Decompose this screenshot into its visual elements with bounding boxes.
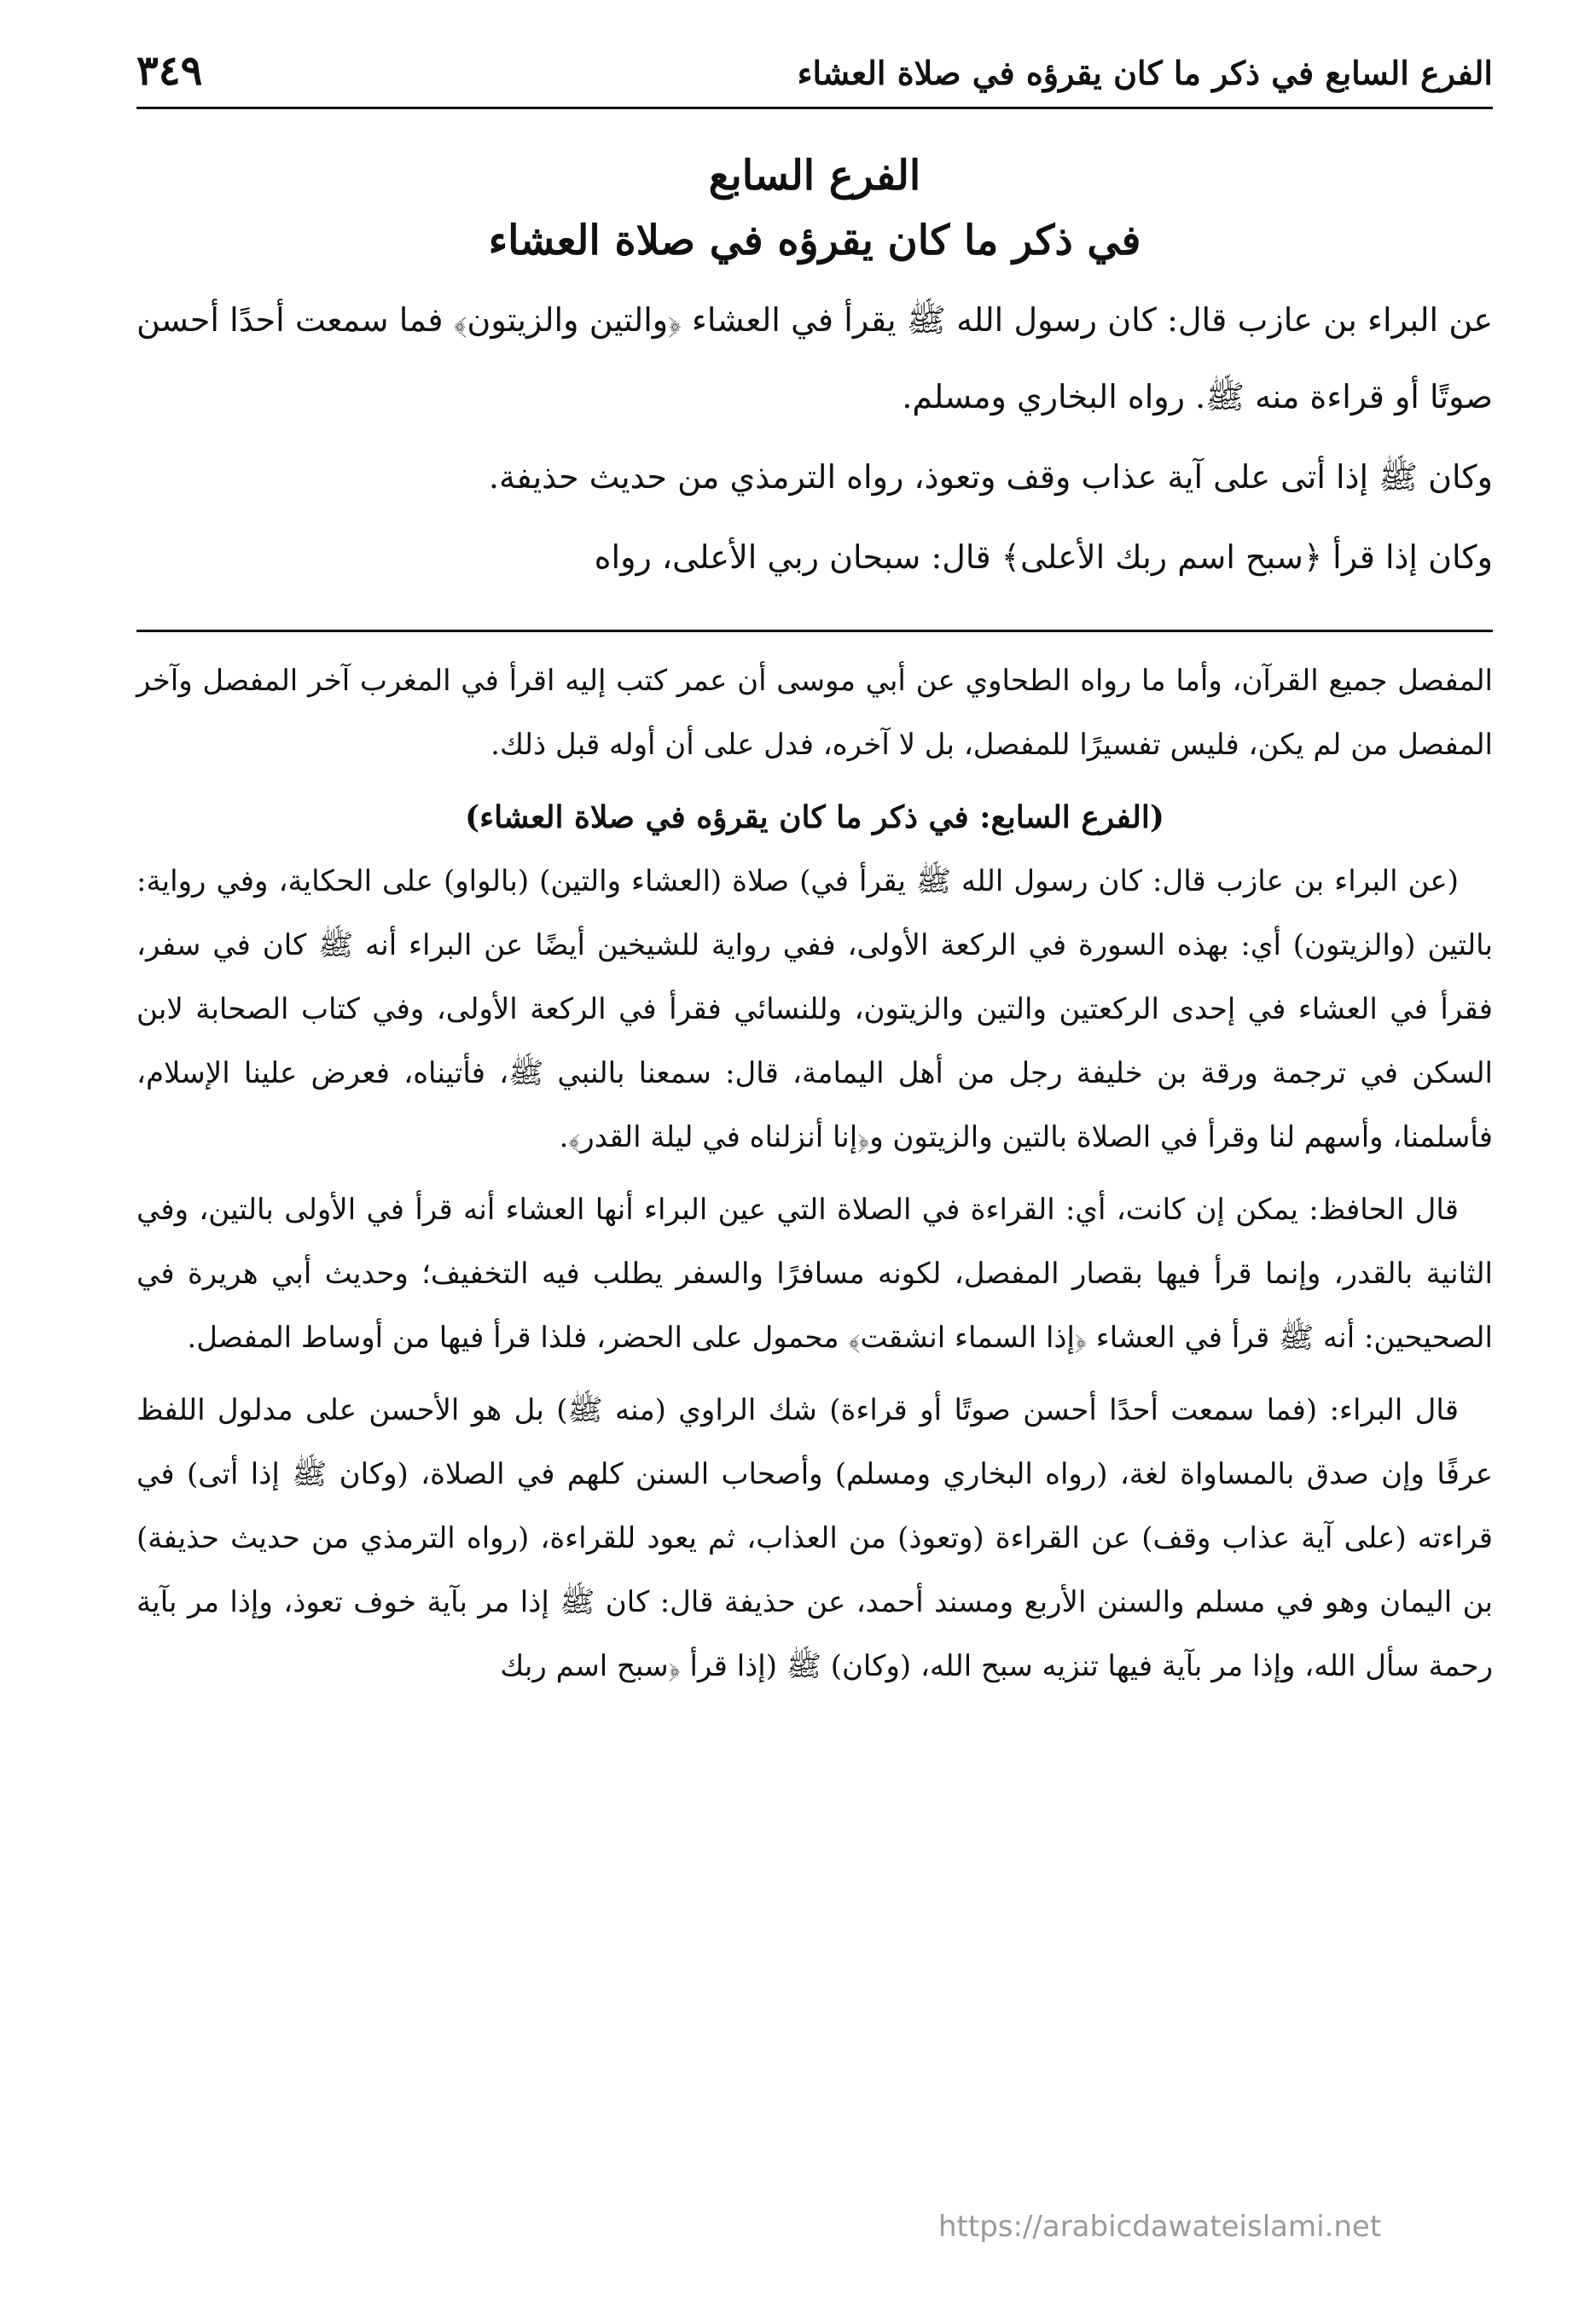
- section-headings: [136, 152, 1493, 264]
- matn-paragraph: وكان ﷺ إذا أتى على آية عذاب وقف وتعوذ، رواه الترمذي من حديث حذيفة.: [488, 458, 1493, 496]
- commentary-paragraph: قال البراء: (فما سمعت أحدًا أحسن صوتًا أو قراءة) شك الراوي (منه ﷺ) بل هو الأحسن على مدلول اللفظ عرفًا وإن صدق بالمساواة لغة، (رواه البخاري ومسلم) وأصحاب السنن كلهم في الصلاة، (وكان ﷺ إذا أتى) في قراءته (على آية عذاب وقف) عن القراءة (وتعوذ) من العذاب، ثم يعود للقراءة، (رواه الترمذي من حديث حذيفة) بن اليمان وهو في مسلم والسنن الأربع ومسند أحمد، عن حذيفة قال: كان ﷺ إذا مر بآية خوف تعوذ، وإذا مر بآية رحمة سأل الله، وإذا مر بآية فيها تنزيه سبح الله، (وكان) ﷺ (إذا قرأ ﴿سبح اسم ربك: [136, 1393, 1493, 1683]
- watermark-url: https://arabicdawateislami.net: [938, 2210, 1382, 2244]
- running-title: الفرع السابع في ذكر ما كان يقرؤه في صلاة العشاء: [797, 54, 1493, 92]
- commentary-paragraph: قال الحافظ: يمكن إن كانت، أي: القراءة في الصلاة التي عين البراء أنها العشاء أنه قرأ في الأولى بالتين، وفي الثانية بالقدر، وإنما قرأ فيها بقصار المفصل، لكونه مسافرًا والسفر يطلب فيه التخفيف؛ وحديث أبي هريرة في الصحيحين: أنه ﷺ قرأ في العشاء ﴿إذا السماء انشقت﴾ محمول على الحضر، فلذا قرأ فيها من أوساط المفصل.: [136, 1193, 1493, 1355]
- footnote-divider: [136, 630, 1493, 632]
- commentary-paragraph: (عن البراء بن عازب قال: كان رسول الله ﷺ يقرأ في) صلاة (العشاء والتين) (بالواو) على الحكاية، وفي رواية: بالتين (والزيتون) أي: بهذه السورة في الركعة الأولى، ففي رواية للشيخين أيضًا عن البراء أنه ﷺ كان في سفر، فقرأ في العشاء في إحدى الركعتين والتين والزيتون، وللنسائي فقرأ في الركعة الأولى، وفي كتاب الصحابة لابن السكن في ترجمة ورقة بن خليفة رجل من أهل اليمامة، قال: سمعنا بالنبي ﷺ، فأتيناه، فعرض علينا الإسلام، فأسلمنا، وأسهم لنا وقرأ في الصلاة بالتين والزيتون و﴿إنا أنزلناه في ليلة القدر﴾.: [136, 864, 1493, 1154]
- commentary-heading: (الفرع السابع: في ذكر ما كان يقرؤه في صلاة العشاء): [465, 799, 1164, 835]
- running-header: [136, 47, 1493, 109]
- section-subtitle: في ذكر ما كان يقرؤه في صلاة العشاء: [488, 217, 1141, 264]
- matn-paragraph: عن البراء بن عازب قال: كان رسول الله ﷺ يقرأ في العشاء ﴿والتين والزيتون﴾ فما سمعت أحدًا أحسن صوتًا أو قراءة منه ﷺ. رواه البخاري ومسلم.: [136, 301, 1493, 415]
- section-title: الفرع السابع: [708, 152, 921, 200]
- matn-paragraph: وكان إذا قرأ ﴿سبح اسم ربك الأعلى﴾ قال: سبحان ربي الأعلى، رواه: [594, 538, 1493, 576]
- commentary: [136, 649, 1493, 1699]
- book-page: [136, 47, 1493, 2248]
- commentary-paragraph: المفصل جميع القرآن، وأما ما رواه الطحاوي عن أبي موسى أن عمر كتب إليه اقرأ في المغرب آخر المفصل وآخر المفصل من لم يكن، فليس تفسيرًا للمفصل، بل لا آخره، فدل على أن أوله قبل ذلك.: [136, 664, 1493, 762]
- main-text: [136, 282, 1493, 596]
- page-number: ٣٤٩: [136, 47, 203, 95]
